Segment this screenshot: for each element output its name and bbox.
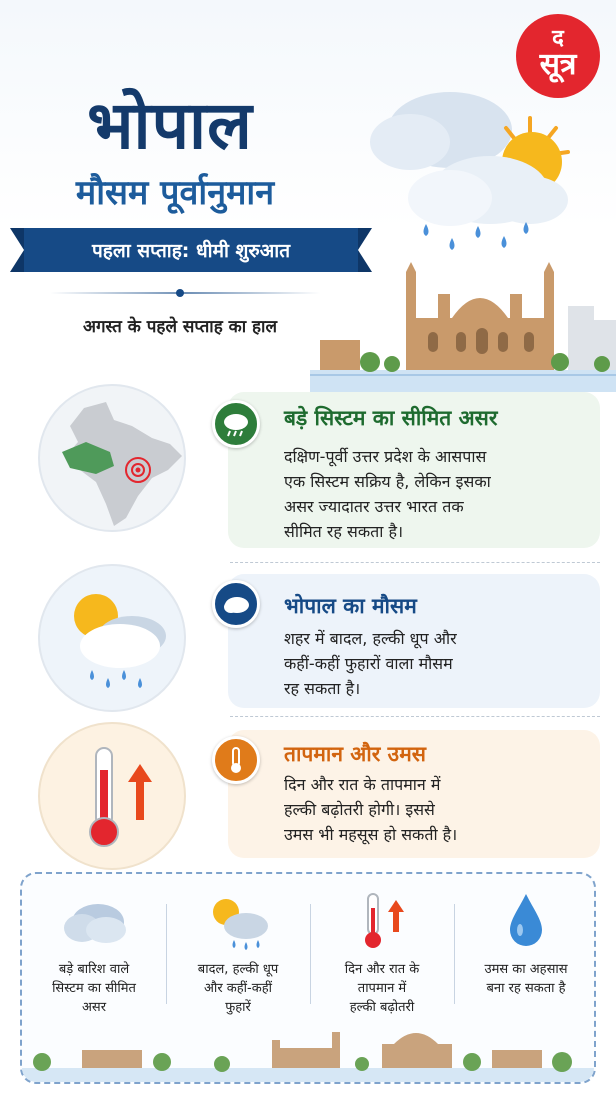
logo-line-1: द bbox=[552, 26, 564, 51]
summary-label bbox=[318, 960, 446, 1017]
summary-label bbox=[174, 960, 302, 1017]
summary-line: तापमान में bbox=[357, 981, 407, 996]
water-drop-icon bbox=[506, 892, 546, 948]
storm-cloud-icon bbox=[212, 400, 260, 448]
section-heading-system: बड़े सिस्टम का सीमित असर bbox=[284, 406, 498, 430]
divider-dot bbox=[176, 289, 184, 297]
section-body-temperature bbox=[284, 772, 594, 847]
week-ribbon: पहला सप्ताह: धीमी शुरुआत bbox=[24, 228, 358, 272]
india-map-illustration bbox=[38, 384, 186, 532]
body-line: एक सिस्टम सक्रिय है, लेकिन इसका bbox=[284, 472, 491, 491]
summary-panel bbox=[20, 872, 596, 1084]
page-subtitle: मौसम पूर्वानुमान bbox=[75, 173, 275, 213]
summary-line: सिस्टम का सीमित bbox=[52, 981, 136, 996]
intro-text: अगस्त के पहले सप्ताह का हाल bbox=[83, 317, 277, 337]
thermometer-illustration bbox=[38, 722, 186, 870]
summary-line: और कहीं-कहीं bbox=[204, 981, 272, 996]
divider-line bbox=[50, 292, 320, 294]
summary-line: बादल, हल्की धूप bbox=[197, 962, 279, 977]
sun-cloud-rain-icon bbox=[202, 892, 274, 952]
summary-line: बड़े बारिश वाले bbox=[58, 962, 130, 977]
sun-cloud-rain-illustration bbox=[38, 564, 186, 712]
body-line: कहीं-कहीं फुहारों वाला मौसम bbox=[284, 654, 453, 673]
section-body-system bbox=[284, 444, 594, 544]
summary-line: बना रह सकता है bbox=[486, 981, 566, 996]
section-separator bbox=[230, 562, 600, 563]
summary-label bbox=[30, 960, 158, 1017]
thermometer-up-icon bbox=[354, 890, 410, 952]
city-skyline-illustration bbox=[22, 1024, 596, 1084]
logo-line-2: सूत्र bbox=[539, 47, 577, 82]
summary-line: हल्की बढ़ोतरी bbox=[349, 1000, 415, 1015]
body-line: असर ज्यादातर उत्तर भारत तक bbox=[284, 497, 464, 516]
section-heading-temperature: तापमान और उमस bbox=[284, 742, 426, 766]
section-heading-bhopal: भोपाल का मौसम bbox=[284, 594, 417, 618]
section-separator bbox=[230, 716, 600, 717]
summary-line: फुहारें bbox=[225, 1000, 251, 1015]
cloud-icon bbox=[58, 896, 130, 948]
bhopal-skyline-illustration bbox=[310, 262, 616, 392]
body-line: हल्की बढ़ोतरी होगी। इससे bbox=[284, 800, 435, 819]
summary-line: दिन और रात के bbox=[344, 962, 420, 977]
body-line: शहर में बादल, हल्की धूप और bbox=[284, 629, 457, 648]
body-line: दक्षिण-पूर्वी उत्तर प्रदेश के आसपास bbox=[284, 447, 487, 466]
body-line: दिन और रात के तापमान में bbox=[284, 775, 441, 794]
summary-line: उमस का अहसास bbox=[484, 962, 568, 977]
summary-label bbox=[462, 960, 590, 998]
body-line: उमस भी महसूस हो सकती है। bbox=[284, 825, 458, 844]
cloud-sun-rain-icon bbox=[340, 70, 590, 260]
cloud-icon bbox=[212, 580, 260, 628]
thermometer-icon bbox=[212, 736, 260, 784]
summary-line: असर bbox=[81, 1000, 107, 1015]
page-title: भोपाल bbox=[87, 87, 253, 164]
section-body-bhopal bbox=[284, 626, 594, 701]
body-line: सीमित रह सकता है। bbox=[284, 522, 404, 541]
body-line: रह सकता है। bbox=[284, 679, 361, 698]
